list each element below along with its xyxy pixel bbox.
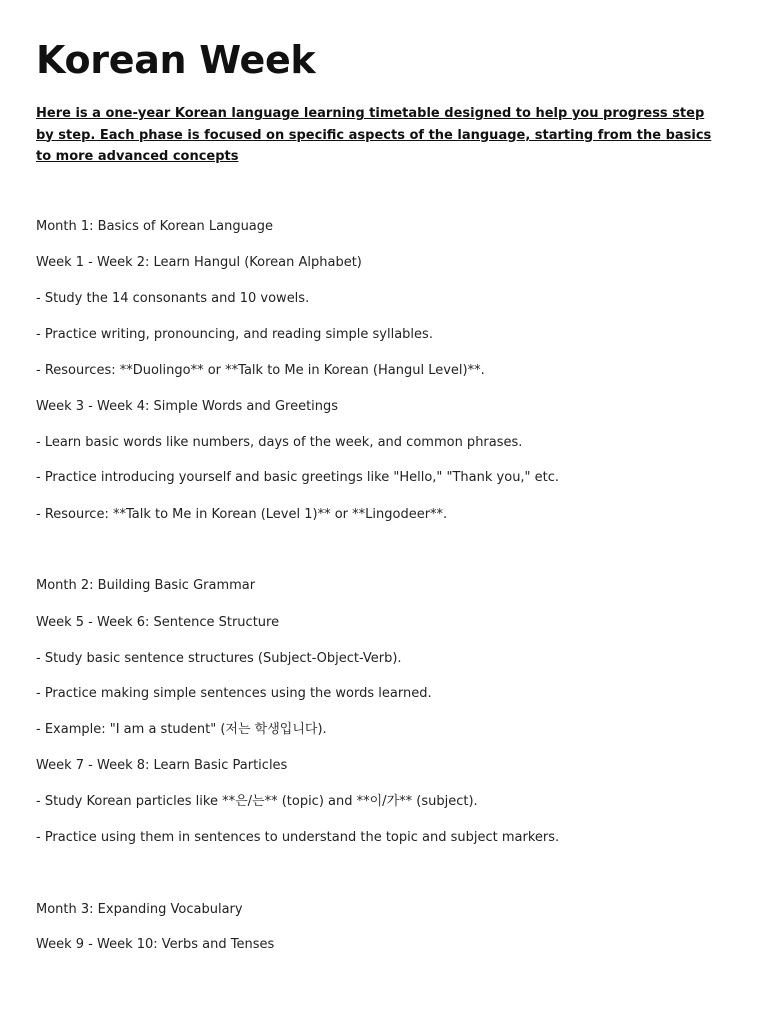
- week-3-4-heading: Week 3 - Week 4: Simple Words and Greetings: [36, 399, 339, 414]
- list-item: - Study Korean particles like **은/는** (topic) and **이/가** (subject).: [36, 794, 478, 809]
- page-title: Korean Week: [36, 38, 316, 82]
- list-item: - Practice writing, pronouncing, and reading simple syllables.: [36, 327, 433, 342]
- week-7-8-heading: Week 7 - Week 8: Learn Basic Particles: [36, 758, 288, 773]
- list-item: - Example: "I am a student" (저는 학생입니다).: [36, 722, 327, 737]
- list-item: - Study basic sentence structures (Subject-Object-Verb).: [36, 651, 402, 666]
- list-item: - Resources: **Duolingo** or **Talk to Me in Korean (Hangul Level)**.: [36, 363, 485, 378]
- list-item: - Learn basic words like numbers, days of the week, and common phrases.: [36, 435, 523, 450]
- list-item: - Study the 14 consonants and 10 vowels.: [36, 291, 310, 306]
- week-1-2-heading: Week 1 - Week 2: Learn Hangul (Korean Alphabet): [36, 255, 362, 270]
- intro-paragraph: Here is a one-year Korean language learning timetable designed to help you progress step by step. Each phase is focused on specific aspects of the language, starting from the basics to more advanced concepts: [36, 106, 712, 164]
- list-item: - Resource: **Talk to Me in Korean (Level 1)** or **Lingodeer**.: [36, 507, 448, 522]
- list-item: - Practice using them in sentences to understand the topic and subject markers.: [36, 830, 560, 845]
- month-3-heading: Month 3: Expanding Vocabulary: [36, 902, 243, 917]
- month-2-heading: Month 2: Building Basic Grammar: [36, 578, 256, 593]
- month-1-heading: Month 1: Basics of Korean Language: [36, 219, 274, 234]
- list-item: - Practice making simple sentences using the words learned.: [36, 686, 432, 701]
- week-9-10-heading: Week 9 - Week 10: Verbs and Tenses: [36, 937, 275, 952]
- list-item: - Practice introducing yourself and basic greetings like "Hello," "Thank you," etc.: [36, 470, 560, 485]
- week-5-6-heading: Week 5 - Week 6: Sentence Structure: [36, 615, 280, 630]
